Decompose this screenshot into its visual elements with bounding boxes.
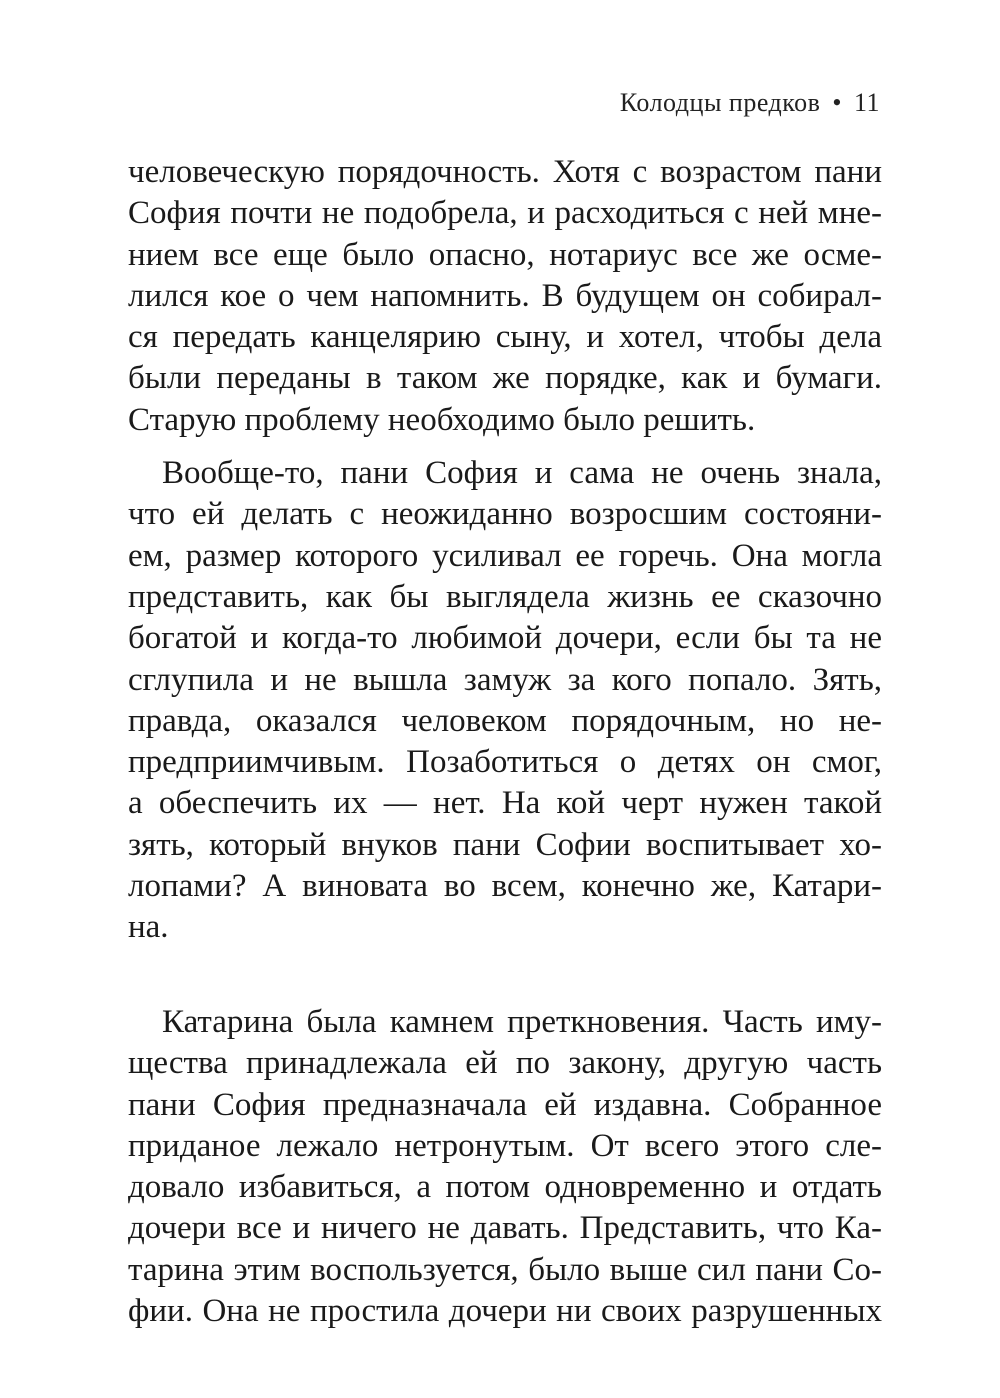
running-head-title: Колодцы предков	[619, 88, 821, 117]
text-line: что ей делать с неожиданно возросшим состояни-	[128, 496, 882, 533]
text-line: довало избавиться, а потом одновременно и отдать	[128, 1169, 882, 1206]
text-line: богатой и когда-то любимой дочери, если бы та не	[128, 620, 882, 657]
text-line: щества принадлежала ей по закону, другую часть	[128, 1045, 882, 1082]
text-line: приданое лежало нетронутым. От всего этого сле-	[128, 1127, 882, 1164]
text-line: зять, который внуков пани Софии воспитывает хо-	[128, 826, 882, 863]
text-line: ем, размер которого усиливал ее горечь. Она могла	[128, 537, 882, 574]
text-line: были переданы в таком же порядке, как и бумаги.	[128, 360, 882, 397]
running-head	[620, 88, 880, 118]
text-line: пани София предназначала ей издавна. Собранное	[128, 1086, 882, 1123]
paragraph-2	[128, 453, 882, 990]
running-head-separator: •	[832, 88, 842, 117]
text-line: тарина этим воспользуется, было выше сил пани Со-	[128, 1251, 882, 1288]
text-line: правда, оказался человеком порядочным, но не-	[128, 702, 882, 739]
text-line: лился кое о чем напомнить. В будущем он собирал-	[128, 277, 882, 314]
text-line: представить, как бы выглядела жизнь ее сказочно	[128, 578, 882, 615]
text-line: а обеспечить их — нет. На кой черт нужен такой	[128, 785, 882, 822]
text-line: сглупила и не вышла замуж за кого попало. Зять,	[128, 661, 882, 698]
text-line: на.	[128, 909, 169, 946]
text-line: ся передать канцелярию сыну, и хотел, чтобы дела	[128, 319, 882, 356]
text-line: человеческую порядочность. Хотя с возрастом пани	[128, 154, 882, 190]
paragraph-1	[128, 152, 882, 441]
text-line: Катарина была камнем преткновения. Часть иму-	[162, 1003, 882, 1040]
text-line: дочери все и ничего не давать. Представить, что Ка-	[128, 1210, 882, 1247]
text-line: нием все еще было опасно, нотариус все же осме-	[128, 236, 882, 273]
text-line	[128, 949, 882, 990]
body-text	[128, 152, 882, 1332]
text-line: фии. Она не простила дочери ни своих разрушенных	[128, 1293, 882, 1330]
paragraph-3	[128, 1002, 882, 1332]
text-line: лопами? А виновата во всем, конечно же, Катари-	[128, 868, 882, 905]
text-line: предприимчивым. Позаботиться о детях он смог,	[128, 744, 882, 781]
text-line: Вообще-то, пани София и сама не очень знала,	[162, 455, 882, 492]
text-line: София почти не подобрела, и расходиться с ней мне-	[128, 195, 882, 232]
page-number: 11	[853, 88, 880, 117]
text-line: Старую проблему необходимо было решить.	[128, 401, 756, 438]
